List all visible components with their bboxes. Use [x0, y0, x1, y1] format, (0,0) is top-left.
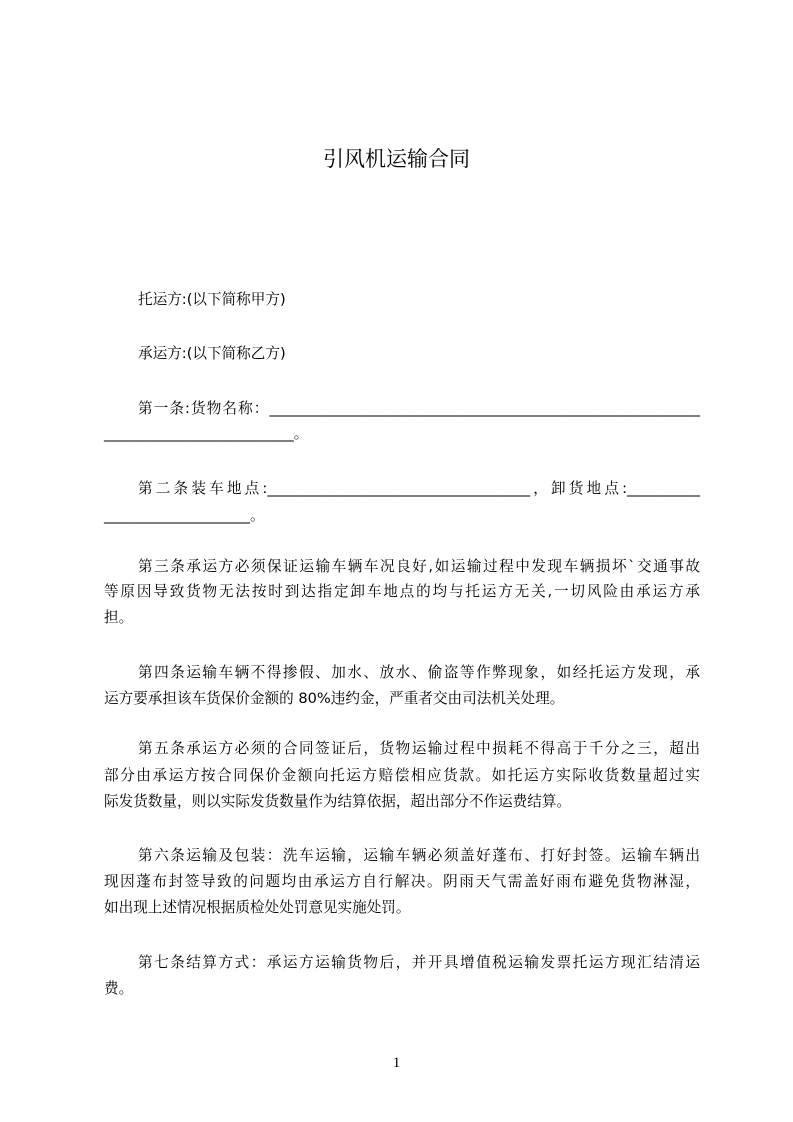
- article-3-line: 第三条承运方必须保证运输车辆车况良好,如运输过程中发现车辆损坏`交通事故: [138, 558, 700, 575]
- article-5-line: 际发货数量，则以实际发货数量作为结算依据，超出部分不作运费结算。: [104, 793, 572, 810]
- article-6-line: 现因蓬布封签导致的问题均由承运方自行解决。阴雨天气需盖好雨布避免货物淋湿，: [104, 873, 700, 890]
- article-7-line: 第七条结算方式：承运方运输货物后，并开具增值税运输发票托运方现汇结清运: [138, 954, 700, 971]
- article-1-line: 第一条:货物名称：___________________________________________________________: [138, 400, 700, 417]
- shipper-line: 托运方:(以下简称甲方): [138, 291, 286, 308]
- page-number: 1: [392, 1055, 401, 1071]
- article-4-line: 第四条运输车辆不得掺假、加水、放水、偷盗等作弊现象，如经托运方发现，承: [138, 664, 700, 681]
- article-5-line: 部分由承运方按合同保价金额向托运方赔偿相应货款。如托运方实际收货数量超过实: [104, 767, 700, 784]
- article-7-line: 费。: [104, 980, 134, 997]
- article-2-line: ____________________。: [104, 507, 265, 524]
- article-3-line: 担。: [104, 609, 134, 626]
- document-title: 引风机运输合同: [323, 147, 470, 171]
- article-3-line: 等原因导致货物无法按时到达指定卸车地点的均与托运方无关,一切风险由承运方承: [104, 583, 700, 600]
- carrier-line: 承运方:(以下简称乙方): [138, 345, 286, 362]
- article-1-line: __________________________。: [104, 425, 309, 442]
- article-4-line: 运方要承担该车货保价金额的 80%违约金，严重者交由司法机关处理。: [104, 690, 565, 707]
- article-6-line: 如出现上述情况根据质检处处罚意见实施处罚。: [104, 899, 411, 916]
- article-6-line: 第六条运输及包装：洗车运输，运输车辆必须盖好蓬布、打好封签。运输车辆出: [138, 847, 700, 864]
- article-2-line: 第二条装车地点:____________________________________，卸货地点:__________: [138, 480, 700, 497]
- article-5-line: 第五条承运方必须的合同签证后，货物运输过程中损耗不得高于千分之三，超出: [138, 740, 700, 757]
